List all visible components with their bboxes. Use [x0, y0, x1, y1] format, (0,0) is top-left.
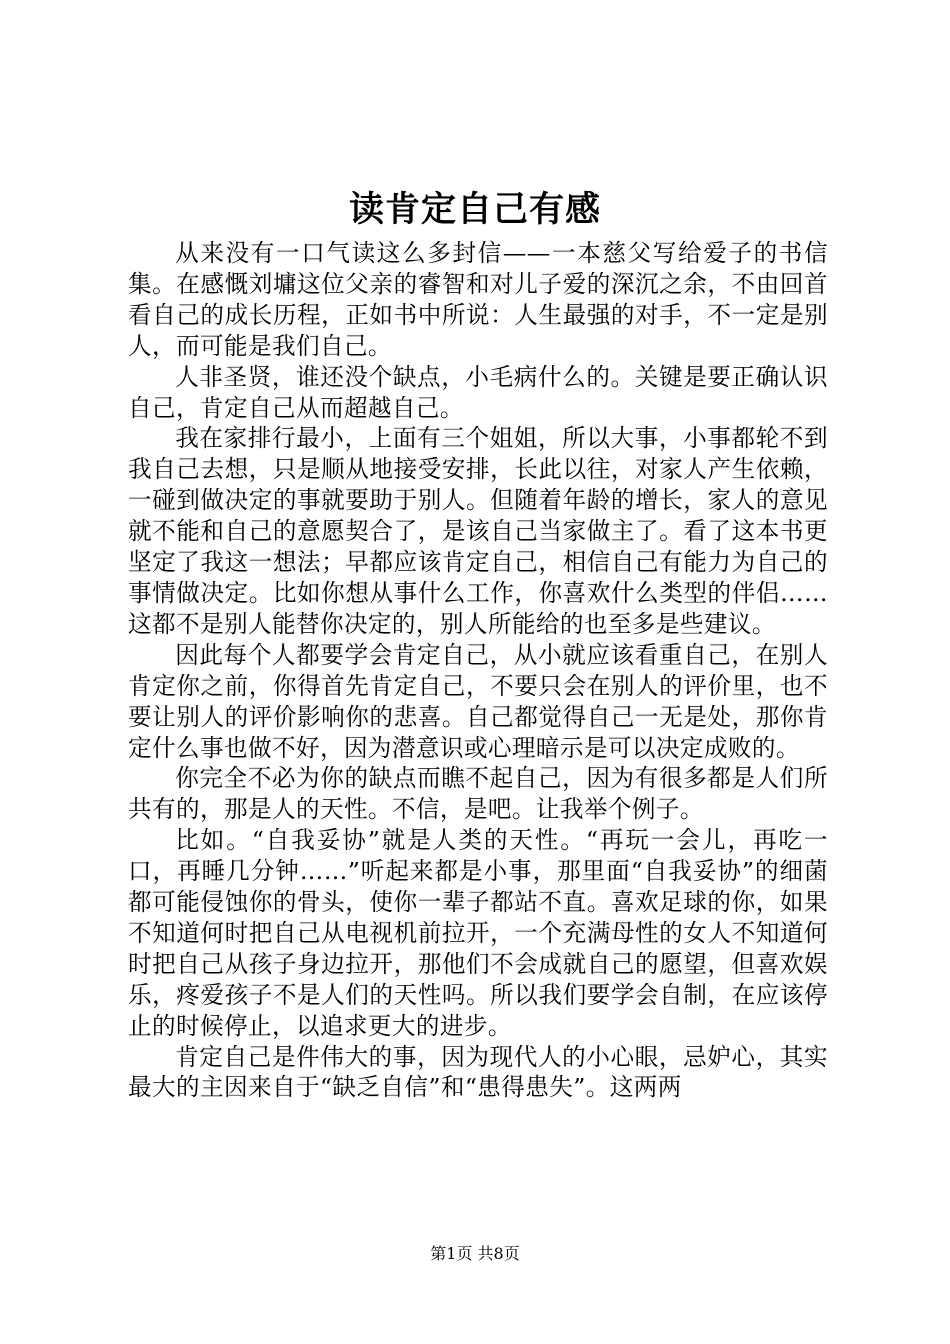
- paragraph-1: 从来没有一口气读这么多封信——一本慈父写给爱子的书信集。在感慨刘墉这位父亲的睿智和对儿子爱的深沉之余，不由回首看自己的成长历程，正如书中所说：人生最强的对手，不一定是别人，而可能是我们自己。: [128, 239, 828, 360]
- paragraph-7: 肯定自己是件伟大的事，因为现代人的小心眼，忌妒心，其实最大的主因来自于“缺乏自信”和“患得患失”。这两两: [128, 1042, 828, 1102]
- paragraph-3: 我在家排行最小，上面有三个姐姐，所以大事，小事都轮不到我自己去想，只是顺从地接受安排，长此以往，对家人产生依赖，一碰到做决定的事就要助于别人。但随着年龄的增长，家人的意见就不能和自己的意愿契合了，是该自己当家做主了。看了这本书更坚定了我这一想法；早都应该肯定自己，相信自己有能力为自己的事情做决定。比如你想从事什么工作，你喜欢什么类型的伴侣……这都不是别人能替你决定的，别人所能给的也至多是些建议。: [128, 424, 828, 638]
- page-footer: 第1页 共8页: [430, 1244, 520, 1263]
- paragraph-4: 因此每个人都要学会肯定自己，从小就应该看重自己，在别人肯定你之前，你得首先肯定自己，不要只会在别人的评价里，也不要让别人的评价影响你的悲喜。自己都觉得自己一无是处，那你肯定什么事也做不好，因为潜意识或心理暗示是可以决定成败的。: [128, 640, 828, 762]
- document-body: [128, 238, 828, 1103]
- paragraph-6: 比如。“自我妥协”就是人类的天性。“再玩一会儿，再吃一口，再睡几分钟……”听起来都是小事，那里面“自我妥协”的细菌都可能侵蚀你的骨头，使你一辈子都站不直。喜欢足球的你，如果不知道何时把自己从电视机前拉开，一个充满母性的女人不知道何时把自己从孩子身边拉开，那他们不会成就自己的愿望，但喜欢娱乐，疼爱孩子不是人们的天性吗。所以我们要学会自制，在应该停止的时候停止，以追求更大的进步。: [128, 826, 828, 1040]
- document-title: 读肯定自己有感: [348, 189, 601, 230]
- paragraph-5: 你完全不必为你的缺点而瞧不起自己，因为有很多都是人们所共有的，那是人的天性。不信，是吧。让我举个例子。: [128, 764, 828, 824]
- paragraph-2: 人非圣贤，谁还没个缺点，小毛病什么的。关键是要正确认识自己，肯定自己从而超越自己。: [128, 362, 828, 422]
